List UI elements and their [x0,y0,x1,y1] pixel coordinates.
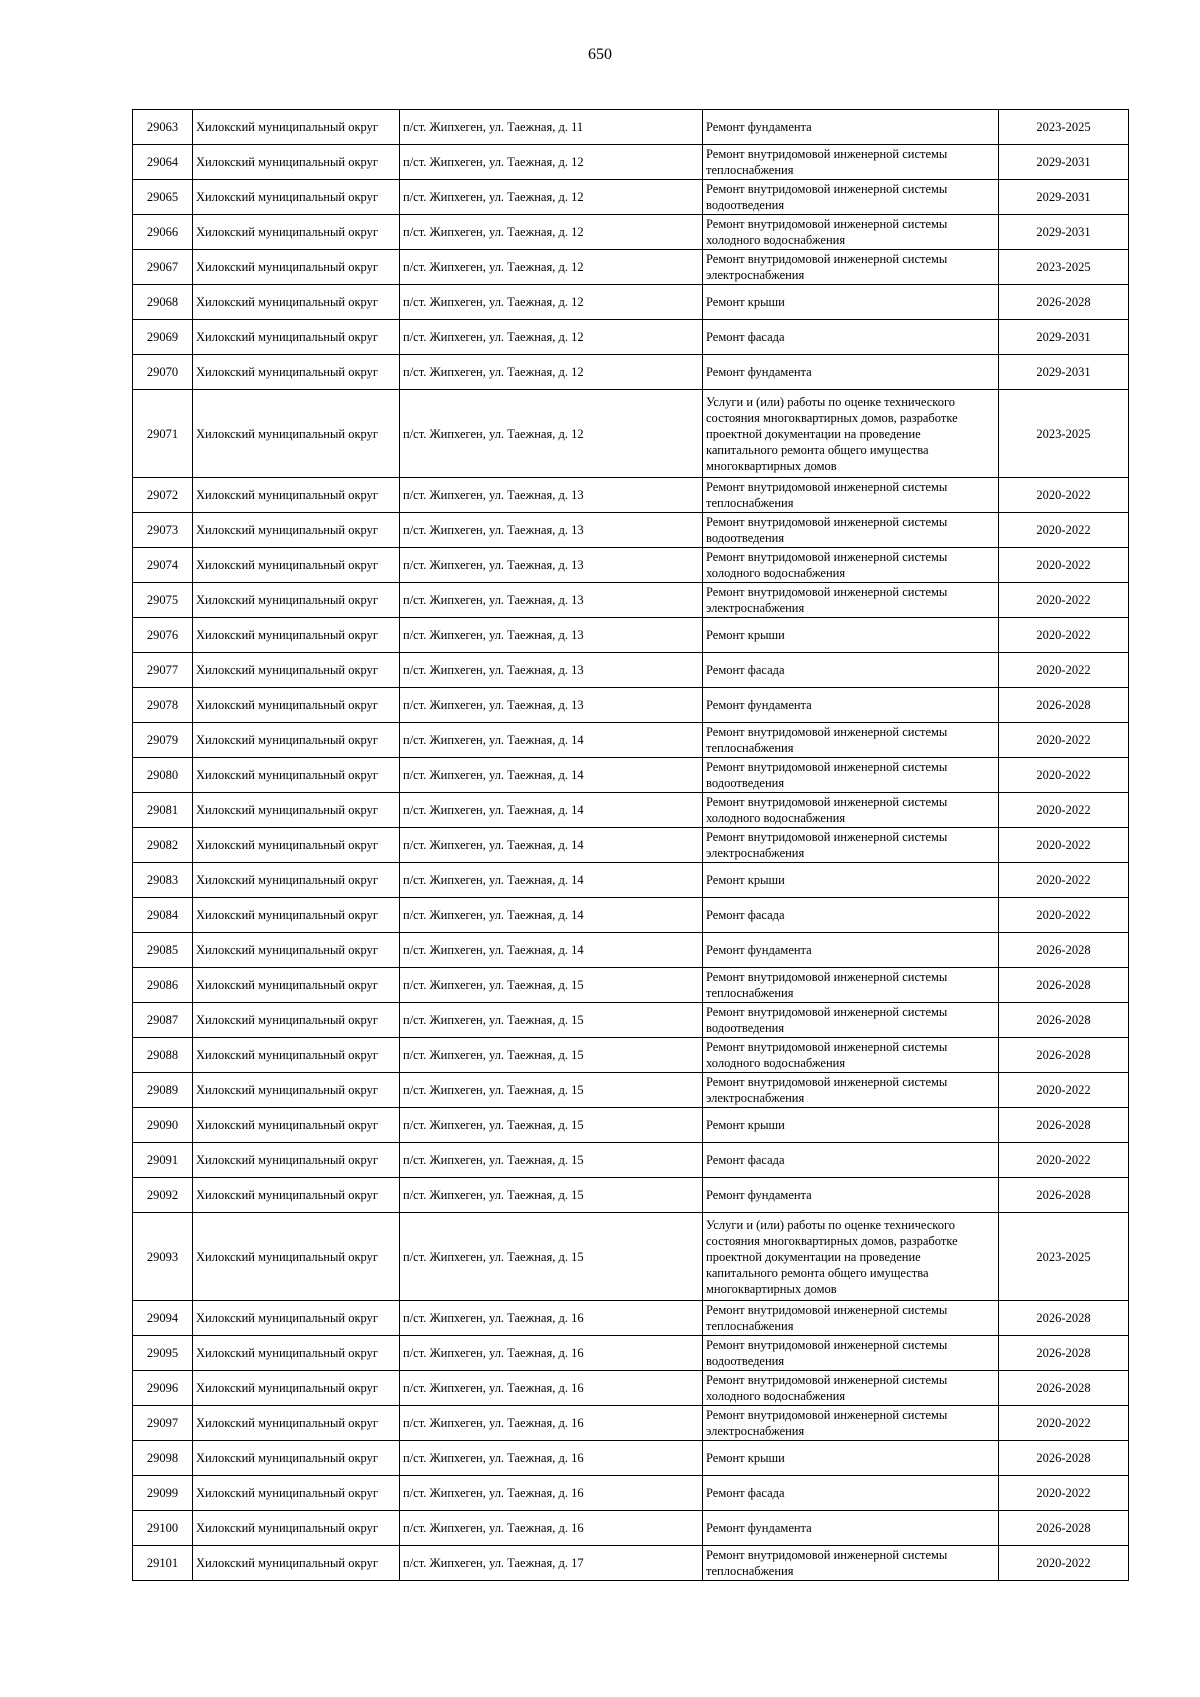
period-cell: 2020-2022 [999,758,1129,793]
table-row [133,1301,1129,1336]
table-row [133,250,1129,285]
row-number-cell: 29094 [133,1301,193,1336]
district-cell: Хилокский муниципальный округ [193,1038,400,1073]
district-cell: Хилокский муниципальный округ [193,145,400,180]
district-cell: Хилокский муниципальный округ [193,513,400,548]
work-type-cell: Ремонт внутридомовой инженерной системы холодного водоснабжения [703,1371,999,1406]
table-row [133,478,1129,513]
work-type-cell: Ремонт крыши [703,285,999,320]
address-cell: п/ст. Жипхеген, ул. Таежная, д. 13 [400,653,703,688]
work-type-cell: Ремонт фасада [703,1476,999,1511]
work-type-cell: Ремонт внутридомовой инженерной системы электроснабжения [703,583,999,618]
row-number-cell: 29097 [133,1406,193,1441]
period-cell: 2026-2028 [999,688,1129,723]
district-cell: Хилокский муниципальный округ [193,1371,400,1406]
row-number-cell: 29092 [133,1178,193,1213]
repair-schedule-table [132,109,1129,1581]
address-cell: п/ст. Жипхеген, ул. Таежная, д. 14 [400,898,703,933]
period-cell: 2020-2022 [999,723,1129,758]
work-type-cell: Ремонт фундамента [703,1178,999,1213]
district-cell: Хилокский муниципальный округ [193,215,400,250]
row-number-cell: 29095 [133,1336,193,1371]
period-cell: 2026-2028 [999,968,1129,1003]
table-row [133,1371,1129,1406]
district-cell: Хилокский муниципальный округ [193,110,400,145]
work-type-cell: Ремонт внутридомовой инженерной системы электроснабжения [703,1406,999,1441]
work-type-cell: Ремонт фасада [703,1143,999,1178]
work-type-cell: Ремонт фундамента [703,110,999,145]
work-type-cell: Ремонт крыши [703,1108,999,1143]
address-cell: п/ст. Жипхеген, ул. Таежная, д. 12 [400,320,703,355]
period-cell: 2020-2022 [999,1406,1129,1441]
district-cell: Хилокский муниципальный округ [193,653,400,688]
row-number-cell: 29100 [133,1511,193,1546]
address-cell: п/ст. Жипхеген, ул. Таежная, д. 13 [400,478,703,513]
row-number-cell: 29073 [133,513,193,548]
table-row [133,1406,1129,1441]
period-cell: 2020-2022 [999,1143,1129,1178]
work-type-cell: Ремонт внутридомовой инженерной системы водоотведения [703,513,999,548]
period-cell: 2026-2028 [999,1336,1129,1371]
address-cell: п/ст. Жипхеген, ул. Таежная, д. 16 [400,1371,703,1406]
work-type-cell: Ремонт фундамента [703,355,999,390]
district-cell: Хилокский муниципальный округ [193,583,400,618]
row-number-cell: 29081 [133,793,193,828]
address-cell: п/ст. Жипхеген, ул. Таежная, д. 15 [400,1038,703,1073]
district-cell: Хилокский муниципальный округ [193,898,400,933]
period-cell: 2029-2031 [999,355,1129,390]
district-cell: Хилокский муниципальный округ [193,1003,400,1038]
row-number-cell: 29099 [133,1476,193,1511]
period-cell: 2029-2031 [999,215,1129,250]
table-row [133,1143,1129,1178]
district-cell: Хилокский муниципальный округ [193,355,400,390]
period-cell: 2020-2022 [999,1476,1129,1511]
district-cell: Хилокский муниципальный округ [193,1178,400,1213]
work-type-cell: Ремонт внутридомовой инженерной системы электроснабжения [703,828,999,863]
work-type-cell: Ремонт внутридомовой инженерной системы водоотведения [703,1336,999,1371]
district-cell: Хилокский муниципальный округ [193,1336,400,1371]
table-row [133,1073,1129,1108]
address-cell: п/ст. Жипхеген, ул. Таежная, д. 13 [400,513,703,548]
address-cell: п/ст. Жипхеген, ул. Таежная, д. 16 [400,1406,703,1441]
row-number-cell: 29064 [133,145,193,180]
table-row [133,1511,1129,1546]
district-cell: Хилокский муниципальный округ [193,758,400,793]
period-cell: 2020-2022 [999,898,1129,933]
address-cell: п/ст. Жипхеген, ул. Таежная, д. 15 [400,1143,703,1178]
work-type-cell: Ремонт внутридомовой инженерной системы теплоснабжения [703,145,999,180]
period-cell: 2026-2028 [999,933,1129,968]
work-type-cell: Ремонт внутридомовой инженерной системы холодного водоснабжения [703,793,999,828]
row-number-cell: 29082 [133,828,193,863]
table-row [133,1546,1129,1581]
period-cell: 2020-2022 [999,618,1129,653]
period-cell: 2023-2025 [999,250,1129,285]
table-row [133,793,1129,828]
row-number-cell: 29083 [133,863,193,898]
district-cell: Хилокский муниципальный округ [193,968,400,1003]
row-number-cell: 29080 [133,758,193,793]
address-cell: п/ст. Жипхеген, ул. Таежная, д. 11 [400,110,703,145]
work-type-cell: Ремонт фундамента [703,688,999,723]
table-row [133,933,1129,968]
address-cell: п/ст. Жипхеген, ул. Таежная, д. 12 [400,390,703,478]
row-number-cell: 29074 [133,548,193,583]
table-row [133,1476,1129,1511]
district-cell: Хилокский муниципальный округ [193,285,400,320]
work-type-cell: Ремонт фундамента [703,1511,999,1546]
table-row [133,320,1129,355]
address-cell: п/ст. Жипхеген, ул. Таежная, д. 14 [400,933,703,968]
district-cell: Хилокский муниципальный округ [193,863,400,898]
district-cell: Хилокский муниципальный округ [193,618,400,653]
work-type-cell: Ремонт внутридомовой инженерной системы холодного водоснабжения [703,215,999,250]
work-type-cell: Услуги и (или) работы по оценке технического состояния многоквартирных домов, разработке проектной документации на проведение капитального ремонта общего имущества многоквартирных домов [703,1213,999,1301]
table-row [133,1003,1129,1038]
table-row [133,285,1129,320]
work-type-cell: Услуги и (или) работы по оценке технического состояния многоквартирных домов, разработке проектной документации на проведение капитального ремонта общего имущества многоквартирных домов [703,390,999,478]
district-cell: Хилокский муниципальный округ [193,478,400,513]
address-cell: п/ст. Жипхеген, ул. Таежная, д. 12 [400,215,703,250]
row-number-cell: 29098 [133,1441,193,1476]
work-type-cell: Ремонт внутридомовой инженерной системы холодного водоснабжения [703,548,999,583]
district-cell: Хилокский муниципальный округ [193,1301,400,1336]
work-type-cell: Ремонт фасада [703,898,999,933]
district-cell: Хилокский муниципальный округ [193,390,400,478]
row-number-cell: 29065 [133,180,193,215]
table-row [133,653,1129,688]
row-number-cell: 29086 [133,968,193,1003]
period-cell: 2029-2031 [999,320,1129,355]
table-body [133,110,1129,1581]
table-row [133,688,1129,723]
address-cell: п/ст. Жипхеген, ул. Таежная, д. 16 [400,1441,703,1476]
address-cell: п/ст. Жипхеген, ул. Таежная, д. 12 [400,250,703,285]
district-cell: Хилокский муниципальный округ [193,723,400,758]
table-row [133,898,1129,933]
address-cell: п/ст. Жипхеген, ул. Таежная, д. 15 [400,1108,703,1143]
work-type-cell: Ремонт внутридомовой инженерной системы теплоснабжения [703,1301,999,1336]
row-number-cell: 29070 [133,355,193,390]
address-cell: п/ст. Жипхеген, ул. Таежная, д. 15 [400,1213,703,1301]
work-type-cell: Ремонт внутридомовой инженерной системы холодного водоснабжения [703,1038,999,1073]
period-cell: 2020-2022 [999,828,1129,863]
work-type-cell: Ремонт фундамента [703,933,999,968]
district-cell: Хилокский муниципальный округ [193,1213,400,1301]
work-type-cell: Ремонт внутридомовой инженерной системы водоотведения [703,1003,999,1038]
address-cell: п/ст. Жипхеген, ул. Таежная, д. 13 [400,548,703,583]
period-cell: 2026-2028 [999,1511,1129,1546]
row-number-cell: 29063 [133,110,193,145]
period-cell: 2020-2022 [999,1546,1129,1581]
period-cell: 2026-2028 [999,1003,1129,1038]
period-cell: 2020-2022 [999,548,1129,583]
row-number-cell: 29085 [133,933,193,968]
period-cell: 2020-2022 [999,863,1129,898]
district-cell: Хилокский муниципальный округ [193,1476,400,1511]
row-number-cell: 29069 [133,320,193,355]
period-cell: 2020-2022 [999,793,1129,828]
work-type-cell: Ремонт крыши [703,863,999,898]
row-number-cell: 29078 [133,688,193,723]
work-type-cell: Ремонт внутридомовой инженерной системы водоотведения [703,758,999,793]
row-number-cell: 29101 [133,1546,193,1581]
table-row [133,390,1129,478]
address-cell: п/ст. Жипхеген, ул. Таежная, д. 14 [400,828,703,863]
address-cell: п/ст. Жипхеген, ул. Таежная, д. 12 [400,180,703,215]
work-type-cell: Ремонт внутридомовой инженерной системы водоотведения [703,180,999,215]
district-cell: Хилокский муниципальный округ [193,180,400,215]
period-cell: 2020-2022 [999,478,1129,513]
table-row [133,1108,1129,1143]
period-cell: 2023-2025 [999,1213,1129,1301]
row-number-cell: 29077 [133,653,193,688]
district-cell: Хилокский муниципальный округ [193,1546,400,1581]
row-number-cell: 29068 [133,285,193,320]
district-cell: Хилокский муниципальный округ [193,548,400,583]
table-row [133,1038,1129,1073]
district-cell: Хилокский муниципальный округ [193,688,400,723]
table-row [133,618,1129,653]
work-type-cell: Ремонт фасада [703,653,999,688]
period-cell: 2026-2028 [999,1441,1129,1476]
district-cell: Хилокский муниципальный округ [193,933,400,968]
period-cell: 2020-2022 [999,1073,1129,1108]
row-number-cell: 29067 [133,250,193,285]
row-number-cell: 29079 [133,723,193,758]
row-number-cell: 29075 [133,583,193,618]
work-type-cell: Ремонт внутридомовой инженерной системы теплоснабжения [703,968,999,1003]
row-number-cell: 29088 [133,1038,193,1073]
work-type-cell: Ремонт внутридомовой инженерной системы теплоснабжения [703,1546,999,1581]
work-type-cell: Ремонт фасада [703,320,999,355]
address-cell: п/ст. Жипхеген, ул. Таежная, д. 14 [400,793,703,828]
row-number-cell: 29076 [133,618,193,653]
table-row [133,180,1129,215]
address-cell: п/ст. Жипхеген, ул. Таежная, д. 13 [400,688,703,723]
work-type-cell: Ремонт внутридомовой инженерной системы электроснабжения [703,1073,999,1108]
table-row [133,758,1129,793]
district-cell: Хилокский муниципальный округ [193,1406,400,1441]
table-row [133,863,1129,898]
period-cell: 2026-2028 [999,1301,1129,1336]
row-number-cell: 29090 [133,1108,193,1143]
address-cell: п/ст. Жипхеген, ул. Таежная, д. 13 [400,618,703,653]
period-cell: 2020-2022 [999,653,1129,688]
table-row [133,828,1129,863]
table-row [133,968,1129,1003]
row-number-cell: 29096 [133,1371,193,1406]
address-cell: п/ст. Жипхеген, ул. Таежная, д. 12 [400,355,703,390]
period-cell: 2029-2031 [999,145,1129,180]
address-cell: п/ст. Жипхеген, ул. Таежная, д. 16 [400,1511,703,1546]
work-type-cell: Ремонт внутридомовой инженерной системы теплоснабжения [703,723,999,758]
period-cell: 2020-2022 [999,513,1129,548]
address-cell: п/ст. Жипхеген, ул. Таежная, д. 15 [400,1003,703,1038]
address-cell: п/ст. Жипхеген, ул. Таежная, д. 12 [400,285,703,320]
table-row [133,1178,1129,1213]
table-row [133,355,1129,390]
row-number-cell: 29072 [133,478,193,513]
row-number-cell: 29089 [133,1073,193,1108]
address-cell: п/ст. Жипхеген, ул. Таежная, д. 16 [400,1476,703,1511]
row-number-cell: 29084 [133,898,193,933]
page-number: 650 [588,46,612,63]
district-cell: Хилокский муниципальный округ [193,793,400,828]
table-row [133,513,1129,548]
address-cell: п/ст. Жипхеген, ул. Таежная, д. 13 [400,583,703,618]
period-cell: 2020-2022 [999,583,1129,618]
district-cell: Хилокский муниципальный округ [193,1511,400,1546]
row-number-cell: 29093 [133,1213,193,1301]
work-type-cell: Ремонт крыши [703,618,999,653]
address-cell: п/ст. Жипхеген, ул. Таежная, д. 12 [400,145,703,180]
address-cell: п/ст. Жипхеген, ул. Таежная, д. 15 [400,1073,703,1108]
row-number-cell: 29087 [133,1003,193,1038]
table-row [133,583,1129,618]
table-row [133,215,1129,250]
district-cell: Хилокский муниципальный округ [193,320,400,355]
row-number-cell: 29091 [133,1143,193,1178]
district-cell: Хилокский муниципальный округ [193,1441,400,1476]
address-cell: п/ст. Жипхеген, ул. Таежная, д. 14 [400,863,703,898]
table-row [133,1441,1129,1476]
work-type-cell: Ремонт внутридомовой инженерной системы теплоснабжения [703,478,999,513]
address-cell: п/ст. Жипхеген, ул. Таежная, д. 16 [400,1301,703,1336]
period-cell: 2026-2028 [999,1108,1129,1143]
table-row [133,110,1129,145]
period-cell: 2026-2028 [999,1178,1129,1213]
table-row [133,548,1129,583]
district-cell: Хилокский муниципальный округ [193,1108,400,1143]
period-cell: 2026-2028 [999,285,1129,320]
address-cell: п/ст. Жипхеген, ул. Таежная, д. 15 [400,1178,703,1213]
table-row [133,723,1129,758]
address-cell: п/ст. Жипхеген, ул. Таежная, д. 15 [400,968,703,1003]
period-cell: 2026-2028 [999,1038,1129,1073]
table-row [133,1336,1129,1371]
period-cell: 2023-2025 [999,390,1129,478]
period-cell: 2023-2025 [999,110,1129,145]
district-cell: Хилокский муниципальный округ [193,1143,400,1178]
district-cell: Хилокский муниципальный округ [193,1073,400,1108]
table-row [133,1213,1129,1301]
work-type-cell: Ремонт крыши [703,1441,999,1476]
work-type-cell: Ремонт внутридомовой инженерной системы электроснабжения [703,250,999,285]
row-number-cell: 29066 [133,215,193,250]
address-cell: п/ст. Жипхеген, ул. Таежная, д. 16 [400,1336,703,1371]
period-cell: 2026-2028 [999,1371,1129,1406]
address-cell: п/ст. Жипхеген, ул. Таежная, д. 14 [400,758,703,793]
district-cell: Хилокский муниципальный округ [193,250,400,285]
district-cell: Хилокский муниципальный округ [193,828,400,863]
period-cell: 2029-2031 [999,180,1129,215]
row-number-cell: 29071 [133,390,193,478]
address-cell: п/ст. Жипхеген, ул. Таежная, д. 14 [400,723,703,758]
table-row [133,145,1129,180]
address-cell: п/ст. Жипхеген, ул. Таежная, д. 17 [400,1546,703,1581]
